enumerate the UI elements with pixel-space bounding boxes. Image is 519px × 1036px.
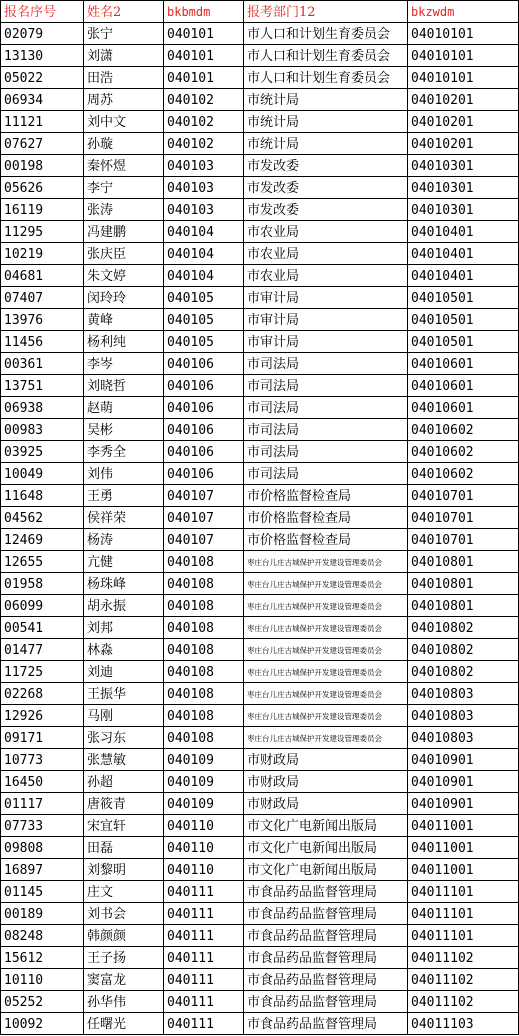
cell-bkzwdm[interactable]: 04011001 xyxy=(408,837,519,859)
cell-id[interactable]: 00983 xyxy=(1,419,84,441)
cell-bkbmdm[interactable]: 040109 xyxy=(164,793,244,815)
cell-id[interactable]: 10110 xyxy=(1,969,84,991)
cell-name[interactable]: 周苏 xyxy=(84,89,164,111)
cell-dept[interactable]: 市农业局 xyxy=(244,221,408,243)
header-row xyxy=(1,1,519,23)
cell-name[interactable]: 王子扬 xyxy=(84,947,164,969)
table-row xyxy=(1,639,519,661)
cell-id[interactable]: 07627 xyxy=(1,133,84,155)
cell-name[interactable]: 冯建鹏 xyxy=(84,221,164,243)
cell-bkbmdm[interactable]: 040104 xyxy=(164,243,244,265)
cell-bkzwdm[interactable]: 04010701 xyxy=(408,507,519,529)
cell-id[interactable]: 12469 xyxy=(1,529,84,551)
cell-bkbmdm[interactable]: 040110 xyxy=(164,815,244,837)
cell-dept[interactable]: 市统计局 xyxy=(244,111,408,133)
cell-dept[interactable]: 市农业局 xyxy=(244,243,408,265)
cell-id[interactable]: 04562 xyxy=(1,507,84,529)
cell-name[interactable]: 刘中文 xyxy=(84,111,164,133)
cell-id[interactable]: 00541 xyxy=(1,617,84,639)
cell-dept[interactable]: 市食品药品监督管理局 xyxy=(244,991,408,1013)
cell-bkzwdm[interactable]: 04011102 xyxy=(408,991,519,1013)
cell-bkzwdm[interactable]: 04010602 xyxy=(408,419,519,441)
cell-name[interactable]: 侯祥荣 xyxy=(84,507,164,529)
cell-bkbmdm[interactable]: 040102 xyxy=(164,133,244,155)
cell-dept[interactable]: 市财政局 xyxy=(244,771,408,793)
cell-name[interactable]: 庄文 xyxy=(84,881,164,903)
cell-name[interactable]: 朱文婷 xyxy=(84,265,164,287)
cell-bkbmdm[interactable]: 040104 xyxy=(164,265,244,287)
cell-dept[interactable]: 枣庄台儿庄古城保护开发建设管理委员会 xyxy=(244,595,408,617)
table-row xyxy=(1,485,519,507)
cell-bkbmdm[interactable]: 040108 xyxy=(164,705,244,727)
table-row xyxy=(1,463,519,485)
cell-bkbmdm[interactable]: 040101 xyxy=(164,23,244,45)
table-row xyxy=(1,309,519,331)
cell-bkbmdm[interactable]: 040103 xyxy=(164,199,244,221)
cell-id[interactable]: 13751 xyxy=(1,375,84,397)
cell-id[interactable]: 10773 xyxy=(1,749,84,771)
cell-bkbmdm[interactable]: 040109 xyxy=(164,771,244,793)
cell-dept[interactable]: 市食品药品监督管理局 xyxy=(244,925,408,947)
cell-bkbmdm[interactable]: 040106 xyxy=(164,397,244,419)
table-row xyxy=(1,903,519,925)
cell-bkzwdm[interactable]: 04010601 xyxy=(408,353,519,375)
table-row xyxy=(1,617,519,639)
cell-bkzwdm[interactable]: 04010201 xyxy=(408,89,519,111)
cell-name[interactable]: 刘伟 xyxy=(84,463,164,485)
cell-dept[interactable]: 市发改委 xyxy=(244,155,408,177)
cell-dept[interactable]: 市司法局 xyxy=(244,463,408,485)
table-row xyxy=(1,815,519,837)
cell-bkzwdm[interactable]: 04011101 xyxy=(408,925,519,947)
cell-bkbmdm[interactable]: 040103 xyxy=(164,177,244,199)
cell-name[interactable]: 张习东 xyxy=(84,727,164,749)
table-row xyxy=(1,595,519,617)
cell-bkzwdm[interactable]: 04010501 xyxy=(408,287,519,309)
cell-id[interactable]: 00361 xyxy=(1,353,84,375)
cell-dept[interactable]: 市农业局 xyxy=(244,265,408,287)
cell-dept[interactable]: 枣庄台儿庄古城保护开发建设管理委员会 xyxy=(244,683,408,705)
cell-bkzwdm[interactable]: 04010802 xyxy=(408,639,519,661)
cell-name[interactable]: 闵玲玲 xyxy=(84,287,164,309)
cell-dept[interactable]: 市发改委 xyxy=(244,199,408,221)
cell-name[interactable]: 赵萌 xyxy=(84,397,164,419)
cell-id[interactable]: 07733 xyxy=(1,815,84,837)
cell-name[interactable]: 田磊 xyxy=(84,837,164,859)
cell-id[interactable]: 15612 xyxy=(1,947,84,969)
table-row xyxy=(1,1013,519,1035)
cell-bkzwdm[interactable]: 04010401 xyxy=(408,221,519,243)
cell-bkzwdm[interactable]: 04010901 xyxy=(408,749,519,771)
cell-name[interactable]: 张庆臣 xyxy=(84,243,164,265)
cell-bkzwdm[interactable]: 04010101 xyxy=(408,45,519,67)
cell-bkzwdm[interactable]: 04010501 xyxy=(408,309,519,331)
cell-bkzwdm[interactable]: 04010101 xyxy=(408,67,519,89)
cell-id[interactable]: 05252 xyxy=(1,991,84,1013)
table-row xyxy=(1,837,519,859)
cell-name[interactable]: 张涛 xyxy=(84,199,164,221)
table-row xyxy=(1,287,519,309)
cell-bkzwdm[interactable]: 04011001 xyxy=(408,815,519,837)
cell-id[interactable]: 05022 xyxy=(1,67,84,89)
cell-name[interactable]: 李秀全 xyxy=(84,441,164,463)
cell-bkzwdm[interactable]: 04011102 xyxy=(408,969,519,991)
cell-id[interactable]: 11121 xyxy=(1,111,84,133)
cell-dept[interactable]: 市人口和计划生育委员会 xyxy=(244,45,408,67)
cell-id[interactable]: 00198 xyxy=(1,155,84,177)
cell-bkzwdm[interactable]: 04010301 xyxy=(408,177,519,199)
table-row xyxy=(1,375,519,397)
table-row xyxy=(1,243,519,265)
cell-id[interactable]: 00189 xyxy=(1,903,84,925)
cell-dept[interactable]: 市司法局 xyxy=(244,375,408,397)
cell-dept[interactable]: 市价格监督检查局 xyxy=(244,529,408,551)
cell-name[interactable]: 黄峰 xyxy=(84,309,164,331)
table-row xyxy=(1,683,519,705)
cell-bkzwdm[interactable]: 04010401 xyxy=(408,243,519,265)
table-row xyxy=(1,661,519,683)
cell-id[interactable]: 10219 xyxy=(1,243,84,265)
cell-name[interactable]: 孙璇 xyxy=(84,133,164,155)
cell-name[interactable]: 窦富龙 xyxy=(84,969,164,991)
cell-dept[interactable]: 市审计局 xyxy=(244,287,408,309)
cell-name[interactable]: 王振华 xyxy=(84,683,164,705)
cell-bkzwdm[interactable]: 04010901 xyxy=(408,793,519,815)
cell-dept[interactable]: 市食品药品监督管理局 xyxy=(244,903,408,925)
cell-id[interactable]: 13976 xyxy=(1,309,84,331)
cell-bkbmdm[interactable]: 040110 xyxy=(164,859,244,881)
cell-id[interactable]: 13130 xyxy=(1,45,84,67)
table-row xyxy=(1,991,519,1013)
cell-id[interactable]: 07407 xyxy=(1,287,84,309)
cell-name[interactable]: 杨珠峰 xyxy=(84,573,164,595)
cell-name[interactable]: 李岑 xyxy=(84,353,164,375)
cell-bkzwdm[interactable]: 04010601 xyxy=(408,397,519,419)
cell-id[interactable]: 03925 xyxy=(1,441,84,463)
cell-id[interactable]: 01145 xyxy=(1,881,84,903)
cell-bkbmdm[interactable]: 040105 xyxy=(164,309,244,331)
cell-bkzwdm[interactable]: 04011102 xyxy=(408,947,519,969)
table-row xyxy=(1,67,519,89)
cell-id[interactable]: 01477 xyxy=(1,639,84,661)
header-cell-name[interactable]: 姓名2 xyxy=(84,1,164,23)
table-row xyxy=(1,793,519,815)
header-cell-bkbmdm[interactable]: bkbmdm xyxy=(164,1,244,23)
header-cell-bkzwdm[interactable]: bkzwdm xyxy=(408,1,519,23)
cell-dept[interactable]: 市人口和计划生育委员会 xyxy=(244,23,408,45)
cell-dept[interactable]: 市食品药品监督管理局 xyxy=(244,969,408,991)
cell-bkbmdm[interactable]: 040102 xyxy=(164,111,244,133)
cell-bkzwdm[interactable]: 04010801 xyxy=(408,595,519,617)
cell-id[interactable]: 12655 xyxy=(1,551,84,573)
cell-bkbmdm[interactable]: 040103 xyxy=(164,155,244,177)
cell-name[interactable]: 亢健 xyxy=(84,551,164,573)
cell-bkbmdm[interactable]: 040105 xyxy=(164,331,244,353)
cell-dept[interactable]: 市食品药品监督管理局 xyxy=(244,881,408,903)
cell-bkzwdm[interactable]: 04010803 xyxy=(408,727,519,749)
cell-dept[interactable]: 市司法局 xyxy=(244,419,408,441)
cell-id[interactable]: 10049 xyxy=(1,463,84,485)
cell-bkbmdm[interactable]: 040106 xyxy=(164,375,244,397)
cell-bkzwdm[interactable]: 04011103 xyxy=(408,1013,519,1035)
table-row xyxy=(1,331,519,353)
cell-name[interactable]: 孙超 xyxy=(84,771,164,793)
cell-name[interactable]: 王勇 xyxy=(84,485,164,507)
table-row xyxy=(1,573,519,595)
cell-name[interactable]: 刘书会 xyxy=(84,903,164,925)
table-row xyxy=(1,419,519,441)
cell-bkzwdm[interactable]: 04010301 xyxy=(408,199,519,221)
cell-bkbmdm[interactable]: 040108 xyxy=(164,727,244,749)
cell-bkbmdm[interactable]: 040108 xyxy=(164,595,244,617)
cell-dept[interactable]: 市文化广电新闻出版局 xyxy=(244,837,408,859)
table-row xyxy=(1,89,519,111)
cell-dept[interactable]: 市司法局 xyxy=(244,397,408,419)
cell-bkbmdm[interactable]: 040110 xyxy=(164,837,244,859)
cell-name[interactable]: 李宁 xyxy=(84,177,164,199)
cell-id[interactable]: 01117 xyxy=(1,793,84,815)
cell-name[interactable]: 任曙光 xyxy=(84,1013,164,1035)
cell-name[interactable]: 唐筱青 xyxy=(84,793,164,815)
cell-bkbmdm[interactable]: 040101 xyxy=(164,45,244,67)
cell-name[interactable]: 田浩 xyxy=(84,67,164,89)
cell-id[interactable]: 11295 xyxy=(1,221,84,243)
cell-bkzwdm[interactable]: 04011101 xyxy=(408,903,519,925)
cell-bkzwdm[interactable]: 04010802 xyxy=(408,617,519,639)
cell-dept[interactable]: 市统计局 xyxy=(244,133,408,155)
cell-id[interactable]: 08248 xyxy=(1,925,84,947)
cell-dept[interactable]: 市财政局 xyxy=(244,749,408,771)
cell-name[interactable]: 刘黎明 xyxy=(84,859,164,881)
cell-id[interactable]: 12926 xyxy=(1,705,84,727)
cell-bkzwdm[interactable]: 04011001 xyxy=(408,859,519,881)
table-row xyxy=(1,529,519,551)
cell-bkzwdm[interactable]: 04010701 xyxy=(408,485,519,507)
cell-id[interactable]: 16897 xyxy=(1,859,84,881)
cell-id[interactable]: 09171 xyxy=(1,727,84,749)
cell-bkbmdm[interactable]: 040111 xyxy=(164,903,244,925)
table-row xyxy=(1,133,519,155)
cell-id[interactable]: 01958 xyxy=(1,573,84,595)
cell-bkbmdm[interactable]: 040108 xyxy=(164,639,244,661)
table-row xyxy=(1,111,519,133)
cell-dept[interactable]: 市文化广电新闻出版局 xyxy=(244,859,408,881)
table-row xyxy=(1,727,519,749)
cell-name[interactable]: 刘迪 xyxy=(84,661,164,683)
cell-dept[interactable]: 市审计局 xyxy=(244,331,408,353)
table-row xyxy=(1,969,519,991)
cell-bkzwdm[interactable]: 04010803 xyxy=(408,705,519,727)
table-row xyxy=(1,551,519,573)
cell-bkbmdm[interactable]: 040106 xyxy=(164,441,244,463)
cell-bkzwdm[interactable]: 04010901 xyxy=(408,771,519,793)
cell-bkbmdm[interactable]: 040111 xyxy=(164,947,244,969)
cell-dept[interactable]: 市财政局 xyxy=(244,793,408,815)
cell-id[interactable]: 02079 xyxy=(1,23,84,45)
cell-bkzwdm[interactable]: 04010101 xyxy=(408,23,519,45)
cell-name[interactable]: 马刚 xyxy=(84,705,164,727)
table-row xyxy=(1,199,519,221)
table-row xyxy=(1,45,519,67)
cell-dept[interactable]: 市人口和计划生育委员会 xyxy=(244,67,408,89)
table-row xyxy=(1,177,519,199)
table-row xyxy=(1,397,519,419)
cell-name[interactable]: 韩颜颜 xyxy=(84,925,164,947)
cell-bkzwdm[interactable]: 04010602 xyxy=(408,441,519,463)
cell-name[interactable]: 胡永振 xyxy=(84,595,164,617)
cell-dept[interactable]: 市发改委 xyxy=(244,177,408,199)
cell-bkbmdm[interactable]: 040111 xyxy=(164,881,244,903)
cell-id[interactable]: 10092 xyxy=(1,1013,84,1035)
cell-bkzwdm[interactable]: 04010803 xyxy=(408,683,519,705)
cell-bkbmdm[interactable]: 040108 xyxy=(164,551,244,573)
cell-dept[interactable]: 枣庄台儿庄古城保护开发建设管理委员会 xyxy=(244,617,408,639)
cell-bkzwdm[interactable]: 04010801 xyxy=(408,551,519,573)
cell-dept[interactable]: 市价格监督检查局 xyxy=(244,485,408,507)
cell-dept[interactable]: 市司法局 xyxy=(244,441,408,463)
cell-id[interactable]: 04681 xyxy=(1,265,84,287)
cell-bkzwdm[interactable]: 04010301 xyxy=(408,155,519,177)
cell-bkzwdm[interactable]: 04010401 xyxy=(408,265,519,287)
cell-dept[interactable]: 枣庄台儿庄古城保护开发建设管理委员会 xyxy=(244,551,408,573)
cell-bkbmdm[interactable]: 040107 xyxy=(164,485,244,507)
cell-bkbmdm[interactable]: 040111 xyxy=(164,1013,244,1035)
table-row xyxy=(1,441,519,463)
table-row xyxy=(1,507,519,529)
cell-name[interactable]: 刘潇 xyxy=(84,45,164,67)
cell-name[interactable]: 吴彬 xyxy=(84,419,164,441)
cell-bkzwdm[interactable]: 04010602 xyxy=(408,463,519,485)
table-row xyxy=(1,947,519,969)
cell-dept[interactable]: 枣庄台儿庄古城保护开发建设管理委员会 xyxy=(244,661,408,683)
header-cell-id[interactable]: 报名序号 xyxy=(1,1,84,23)
table-row xyxy=(1,353,519,375)
cell-bkbmdm[interactable]: 040111 xyxy=(164,991,244,1013)
table-row xyxy=(1,155,519,177)
cell-dept[interactable]: 枣庄台儿庄古城保护开发建设管理委员会 xyxy=(244,705,408,727)
table-row xyxy=(1,705,519,727)
cell-bkbmdm[interactable]: 040105 xyxy=(164,287,244,309)
cell-bkbmdm[interactable]: 040101 xyxy=(164,67,244,89)
table-row xyxy=(1,881,519,903)
cell-dept[interactable]: 市食品药品监督管理局 xyxy=(244,1013,408,1035)
cell-bkbmdm[interactable]: 040107 xyxy=(164,529,244,551)
cell-name[interactable]: 张宁 xyxy=(84,23,164,45)
cell-dept[interactable]: 市文化广电新闻出版局 xyxy=(244,815,408,837)
cell-name[interactable]: 刘晓哲 xyxy=(84,375,164,397)
cell-bkbmdm[interactable]: 040108 xyxy=(164,573,244,595)
cell-id[interactable]: 11456 xyxy=(1,331,84,353)
cell-bkzwdm[interactable]: 04010701 xyxy=(408,529,519,551)
table-row xyxy=(1,23,519,45)
cell-bkzwdm[interactable]: 04011101 xyxy=(408,881,519,903)
table-row xyxy=(1,749,519,771)
cell-dept[interactable]: 市审计局 xyxy=(244,309,408,331)
cell-name[interactable]: 秦怀煜 xyxy=(84,155,164,177)
cell-bkzwdm[interactable]: 04010802 xyxy=(408,661,519,683)
cell-bkzwdm[interactable]: 04010801 xyxy=(408,573,519,595)
cell-bkbmdm[interactable]: 040111 xyxy=(164,925,244,947)
cell-bkzwdm[interactable]: 04010501 xyxy=(408,331,519,353)
cell-id[interactable]: 02268 xyxy=(1,683,84,705)
cell-name[interactable]: 宋宜轩 xyxy=(84,815,164,837)
cell-bkzwdm[interactable]: 04010201 xyxy=(408,133,519,155)
cell-bkzwdm[interactable]: 04010601 xyxy=(408,375,519,397)
cell-bkbmdm[interactable]: 040106 xyxy=(164,353,244,375)
cell-id[interactable]: 11725 xyxy=(1,661,84,683)
table-row xyxy=(1,221,519,243)
cell-dept[interactable]: 市司法局 xyxy=(244,353,408,375)
cell-bkbmdm[interactable]: 040108 xyxy=(164,683,244,705)
cell-dept[interactable]: 市统计局 xyxy=(244,89,408,111)
cell-dept[interactable]: 枣庄台儿庄古城保护开发建设管理委员会 xyxy=(244,639,408,661)
cell-bkbmdm[interactable]: 040108 xyxy=(164,617,244,639)
table-row xyxy=(1,925,519,947)
cell-name[interactable]: 刘邦 xyxy=(84,617,164,639)
cell-dept[interactable]: 市价格监督检查局 xyxy=(244,507,408,529)
cell-bkbmdm[interactable]: 040106 xyxy=(164,419,244,441)
cell-bkbmdm[interactable]: 040111 xyxy=(164,969,244,991)
cell-dept[interactable]: 枣庄台儿庄古城保护开发建设管理委员会 xyxy=(244,727,408,749)
cell-id[interactable]: 05626 xyxy=(1,177,84,199)
cell-dept[interactable]: 市食品药品监督管理局 xyxy=(244,947,408,969)
table-row xyxy=(1,771,519,793)
cell-name[interactable]: 杨涛 xyxy=(84,529,164,551)
cell-bkbmdm[interactable]: 040109 xyxy=(164,749,244,771)
cell-id[interactable]: 06934 xyxy=(1,89,84,111)
table-row xyxy=(1,859,519,881)
cell-id[interactable]: 11648 xyxy=(1,485,84,507)
header-cell-dept[interactable]: 报考部门12 xyxy=(244,1,408,23)
cell-id[interactable]: 16450 xyxy=(1,771,84,793)
cell-bkbmdm[interactable]: 040106 xyxy=(164,463,244,485)
cell-dept[interactable]: 枣庄台儿庄古城保护开发建设管理委员会 xyxy=(244,573,408,595)
cell-name[interactable]: 林淼 xyxy=(84,639,164,661)
cell-id[interactable]: 16119 xyxy=(1,199,84,221)
cell-bkbmdm[interactable]: 040104 xyxy=(164,221,244,243)
table-row xyxy=(1,265,519,287)
cell-bkbmdm[interactable]: 040107 xyxy=(164,507,244,529)
cell-bkbmdm[interactable]: 040108 xyxy=(164,661,244,683)
cell-bkzwdm[interactable]: 04010201 xyxy=(408,111,519,133)
cell-bkbmdm[interactable]: 040102 xyxy=(164,89,244,111)
cell-name[interactable]: 张慧敏 xyxy=(84,749,164,771)
cell-name[interactable]: 杨利纯 xyxy=(84,331,164,353)
cell-id[interactable]: 06938 xyxy=(1,397,84,419)
cell-id[interactable]: 09808 xyxy=(1,837,84,859)
cell-id[interactable]: 06099 xyxy=(1,595,84,617)
cell-name[interactable]: 孙华伟 xyxy=(84,991,164,1013)
